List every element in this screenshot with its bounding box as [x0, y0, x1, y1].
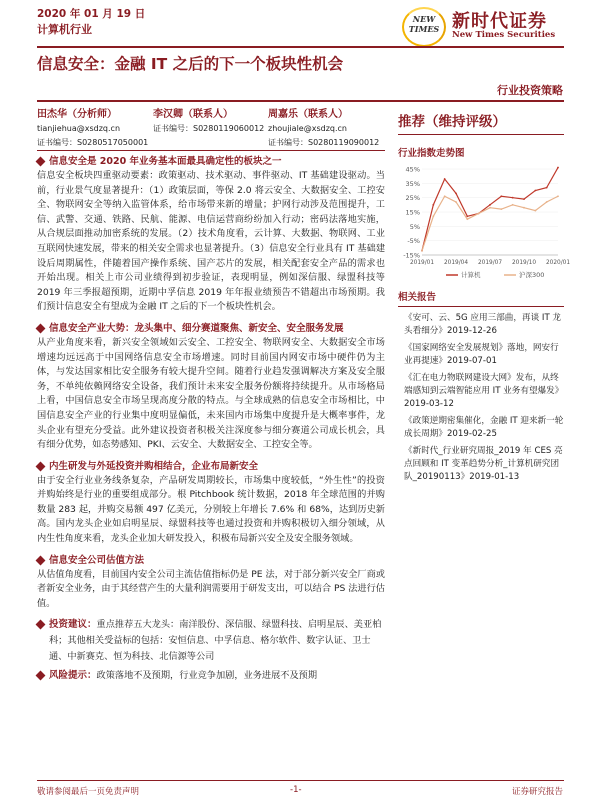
footer-type: 证券研究报告	[511, 787, 563, 797]
y-tick-label: 35%	[405, 179, 420, 188]
analyst-email: zhoujiale@xsdzq.cn	[268, 124, 347, 133]
x-tick-label: 2019/01	[409, 260, 435, 266]
section-3-heading: 内生研发与外延投资并购相结合，企业布局新安全	[37, 459, 385, 474]
data-point	[432, 204, 434, 206]
footer-disclaimer: 敬请参阅最后一页免责声明	[37, 787, 140, 797]
data-point	[534, 210, 536, 212]
data-point	[500, 208, 502, 210]
y-tick-label: 15%	[405, 208, 420, 217]
footer-divider	[37, 780, 564, 781]
section-5	[37, 617, 385, 664]
index-chart	[398, 163, 571, 283]
data-point	[523, 207, 525, 209]
data-point	[478, 213, 480, 215]
related-reports-title: 相关报告	[398, 289, 564, 307]
analyst-cert: 证书编号：S0280119060012	[153, 124, 265, 133]
analyst-name: 李汉卿（联系人）	[153, 109, 233, 120]
sidebar	[398, 108, 571, 483]
analyst-1	[37, 108, 148, 150]
investment-advice-body: 重点推荐五大龙头：南洋股份、深信服、绿盟科技、启明星辰、美亚柏科；其他相关受益标的包括：安恒信息、中孚信息、格尔软件、数字认证、卫士通、中新赛克、恒为科技、北信源等公司	[49, 619, 382, 662]
legend-label: 计算机	[461, 271, 481, 279]
page-number: -1-	[290, 785, 302, 795]
logo-cn: 新时代证券	[452, 11, 547, 32]
x-tick-label: 2020/01	[545, 260, 571, 266]
chart-title: 行业指数走势图	[398, 148, 465, 159]
section-2-body: 从产业角度来看，新兴安全领域如云安全、工控安全、物联网安全、大数据安全市场增速均远远高于中国网络信息安全市场增速。同时目前国内网安市场中硬件仍为主体，与发达国家相比安全服务有较大提升空间。随着行业趋发强调解决方案及安全服务，不单纯依赖网络安全设备，我们预计未来安全服务份额将持续提升。从市场格局上看，中国信息安全市场呈现高度分散的特点。与全球成熟的信息安全市场相比，中国信息安全产业的行业集中度明显偏低，未来国内市场集中度提升是大概率事件，龙头企业有望充分受益。此外建议投资者积极关注深度参与细分赛道公司成长机会，具有细分优势，如态势感知、PKI、云安全、大数据安全、工控安全等。	[37, 336, 385, 451]
y-tick-label: 25%	[405, 194, 420, 203]
related-report-item[interactable]: 《新时代_行业研究周报_2019 年 CES 亮点回顾和 IT 变革趋势分析_计算机研究团队_20190113》2019-01-13	[404, 446, 563, 482]
related-report-item[interactable]: 《政策逆期密集催化，金融 IT 迎来新一轮成长周期》2019-02-25	[404, 416, 564, 439]
investment-advice-label: 投资建议：	[49, 619, 97, 631]
x-tick-label: 2019/10	[511, 260, 537, 266]
x-tick-label: 2019/04	[443, 260, 469, 266]
report-date: 2020 年 01 月 19 日	[37, 8, 146, 20]
section-6	[37, 668, 385, 684]
data-point	[557, 167, 559, 169]
y-tick-label: 45%	[405, 165, 420, 174]
x-tick-label: 2019/07	[477, 260, 503, 266]
data-point	[455, 192, 457, 194]
header-divider	[37, 46, 564, 48]
related-report-item[interactable]: 《汇在电力物联网建设大网》发布，从终端感知到云端智能应用 IT 业务有望爆发》2019-03-12	[404, 373, 564, 409]
data-point	[534, 190, 536, 192]
data-point	[489, 204, 491, 206]
data-point	[444, 195, 446, 197]
risk-label: 风险提示：	[49, 670, 97, 682]
data-point	[455, 201, 457, 203]
section-3-body: 由于安全行业业务线条复杂，产品研发周期较长，市场集中度较低，“外生性”的投资并购始终是行业的重要组成部分。根 Pitchbook 统计数据，2018 年全球范围的并购数量 283 起，并购交易额 497 亿美元，分别较上年增长 7.6% 和 68%，达到历史新高。国内龙头企业如启明星辰、绿盟科技等也通过投资和并购积极切入细分领域，从内生性角度来看，龙头企业加大研发投入，积极布局新兴安全及安全服务领域。	[37, 474, 385, 545]
analyst-2	[153, 108, 264, 136]
analyst-cert: 证书编号：S0280517050001	[37, 138, 149, 147]
data-point	[466, 215, 468, 217]
analyst-name: 周嘉乐（联系人）	[268, 109, 348, 120]
analyst-name: 田杰华（分析师）	[37, 109, 117, 120]
related-report-item[interactable]: 《国家网络安全发展规划》落地，网安行业再提速》2019-07-01	[404, 343, 559, 366]
data-point	[546, 187, 548, 189]
legend-label: 沪深300	[519, 271, 545, 279]
analyst-cert: 证书编号：S0280119090012	[268, 138, 380, 147]
analyst-email: tianjiehua@xsdzq.cn	[37, 124, 121, 133]
data-point	[546, 201, 548, 203]
analyst-3	[268, 108, 379, 150]
logo-mark: NEW TIMES	[408, 14, 440, 34]
data-point	[421, 250, 423, 252]
industry-label: 计算机行业	[37, 23, 92, 36]
section-2-heading: 信息安全产业大势：龙头集中、细分赛道聚焦、新安全、安全服务发展	[37, 321, 385, 336]
y-tick-label: 5%	[409, 222, 420, 231]
data-point	[557, 195, 559, 197]
data-point	[432, 215, 434, 217]
main-content	[37, 154, 385, 684]
data-point	[512, 197, 514, 199]
related-report-item[interactable]: 《安可、云、5G 应用三部曲，再谈 IT 龙头看细分》2019-12-26	[404, 313, 562, 336]
analyst-divider	[37, 150, 385, 151]
risk-body: 政策落地不及预期，行业竞争加剧，业务进展不及预期	[96, 670, 318, 682]
data-point	[489, 207, 491, 209]
page-title: 信息安全：金融 IT 之后的下一个板块性机会	[37, 55, 344, 73]
data-point	[466, 218, 468, 220]
data-point	[523, 198, 525, 200]
y-tick-label: -15%	[403, 251, 420, 260]
y-tick-label: -5%	[407, 237, 420, 246]
company-logo	[398, 4, 568, 46]
report-category: 行业投资策略	[497, 84, 563, 97]
data-point	[500, 195, 502, 197]
rating: 推荐（维持评级）	[398, 108, 564, 135]
logo-en: New Times Securities	[452, 30, 556, 40]
related-reports-list	[398, 312, 564, 483]
data-point	[512, 204, 514, 206]
section-4-heading: 信息安全公司估值方法	[37, 553, 385, 568]
title-divider	[37, 100, 564, 102]
section-1-heading: 信息安全是 2020 年业务基本面最具确定性的板块之一	[37, 154, 385, 169]
section-1-body: 信息安全板块四重驱动要素：政策驱动、技术驱动、事件驱动、IT 基础建设驱动。当前，行业景气度显著提升：（1）政策层面，等保 2.0 将云安全、大数据安全、工控安全、物联网安全等纳入监管体系，给市场带来新的增量；护网行动涉及范围提升，工信、武警、交通、铁路、民航、能源、电信运营商纷纷加入行动；密码法落地实施，从合规层面推动加密系统的发展。（2）技术角度看，云计算、大数据、物联网、工业互联网快速发展，带来的相关安全需求也显著提升。（3）信息安全行业具有 IT 基础建设后周期属性，伴随着国产操作系统、国产芯片的发展，相关配套安全产品的需求也开始出现。相关上市公司业绩得到初步验证，表现明显，例如深信服、绿盟科技等 2019 年三季报超预期，近期中孚信息 2019 年年报业绩预告不错超出市场预期。我们预计信息安全有望成为金融 IT 之后的下一个板块性机会。	[37, 170, 386, 313]
data-point	[444, 178, 446, 180]
section-4-body: 从估值角度看，目前国内安全公司主流估值指标仍是 PE 法，对于部分新兴安全厂商或者新安全业务，由于其经营产生的大量利润需要用于研发支出，可以结合 PS 法进行估值。	[37, 568, 385, 609]
